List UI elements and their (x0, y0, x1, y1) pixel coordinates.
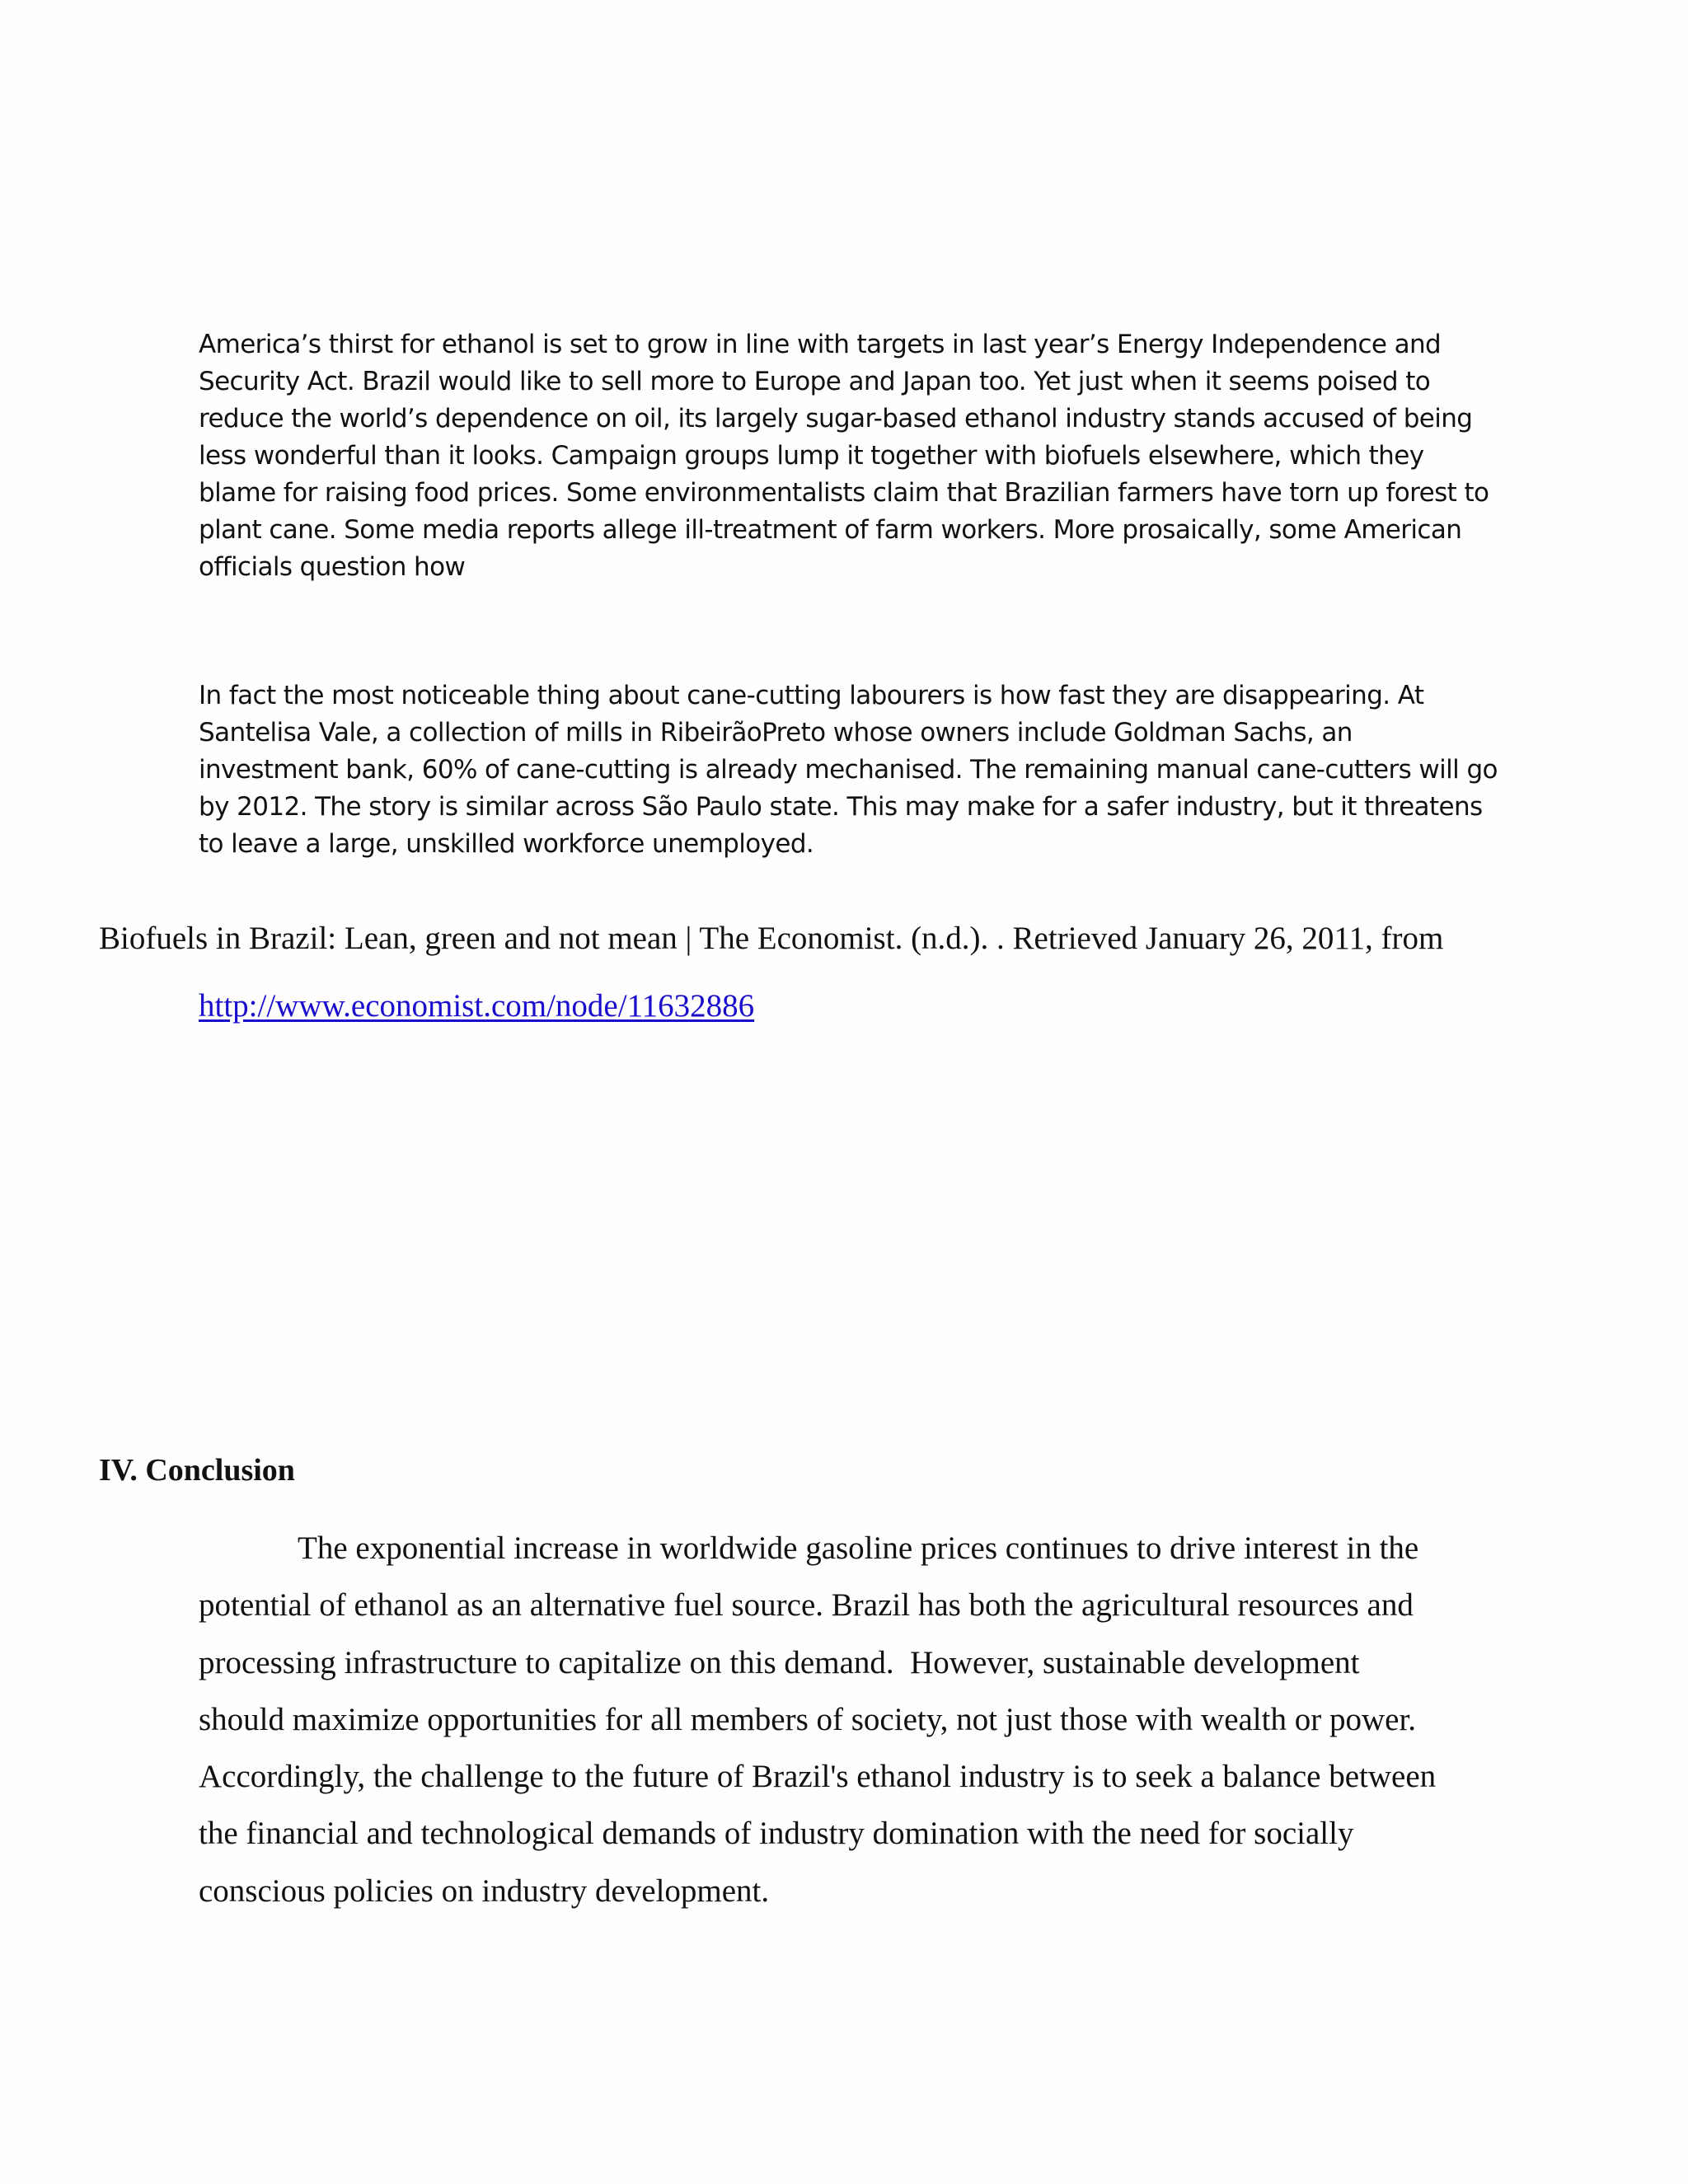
citation-text: Biofuels in Brazil: Lean, green and not mean | The Economist. (n.d.). . Retrieved January 26, 2011, from (99, 921, 1444, 956)
paragraph-line: the financial and technological demands of industry domination with the need for socially (199, 1816, 1354, 1852)
paragraph-line: should maximize opportunities for all members of society, not just those with wealth or power. (199, 1701, 1417, 1737)
quote-line: Security Act. Brazil would like to sell more to Europe and Japan too. Yet just when it seems poised to (199, 367, 1431, 396)
quote-line: officials question how (199, 552, 466, 582)
quote-line: Santelisa Vale, a collection of mills in RibeirãoPreto whose owners include Goldman Sachs, an (199, 718, 1353, 748)
quote-line: America’s thirst for ethanol is set to grow in line with targets in last year’s Energy Independence and (199, 330, 1442, 359)
quote-line: In fact the most noticeable thing about cane-cutting labourers is how fast they are disappearing. At (199, 681, 1424, 710)
paragraph-line: processing infrastructure to capitalize on this demand. However, sustainable development (199, 1644, 1360, 1680)
paragraph-line: Accordingly, the challenge to the future of Brazil's ethanol industry is to seek a balance between (199, 1759, 1437, 1795)
quote-line: to leave a large, unskilled workforce unemployed. (199, 829, 814, 859)
quote-line: blame for raising food prices. Some environmentalists claim that Brazilian farmers have torn up forest to (199, 478, 1489, 508)
quote-line: plant cane. Some media reports allege ill-treatment of farm workers. More prosaically, some American (199, 515, 1462, 545)
section-heading: IV. Conclusion (99, 1453, 295, 1488)
conclusion-paragraph (199, 1520, 1501, 1919)
block-quote-ethanol-demand (199, 326, 1493, 586)
paragraph-line: conscious policies on industry development. (199, 1872, 770, 1909)
quote-line: by 2012. The story is similar across São Paulo state. This may make for a safer industry, but it threatens (199, 792, 1483, 822)
citation-reference (99, 915, 1500, 1030)
quote-line: less wonderful than it looks. Campaign groups lump it together with biofuels elsewhere, which they (199, 441, 1424, 471)
paragraph-line: potential of ethanol as an alternative fuel source. Brazil has both the agricultural resources and (199, 1587, 1414, 1624)
paragraph-line: The exponential increase in worldwide gasoline prices continues to drive interest in the (298, 1530, 1419, 1566)
quote-line: reduce the world’s dependence on oil, its largely sugar-based ethanol industry stands accused of being (199, 404, 1473, 434)
citation-link[interactable]: http://www.economist.com/node/11632886 (199, 988, 755, 1024)
quote-line: investment bank, 60% of cane-cutting is already mechanised. The remaining manual cane-cutters will go (199, 755, 1498, 785)
block-quote-cane-cutters (199, 677, 1498, 863)
